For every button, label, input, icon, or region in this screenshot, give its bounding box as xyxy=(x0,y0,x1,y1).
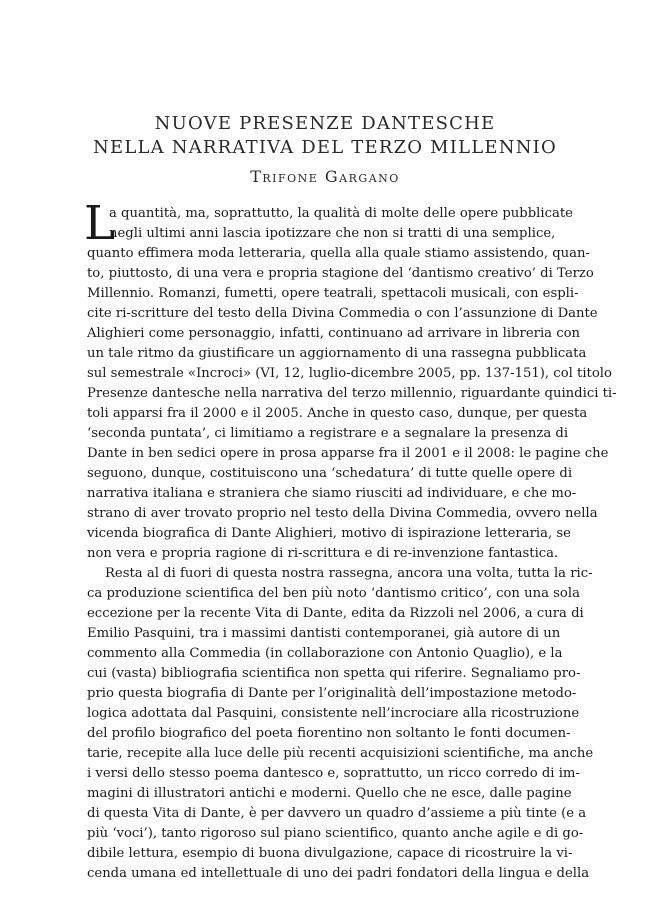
text-line: ca produzione scientifica del ben più noto ‘dantismo critico’, con una sola xyxy=(87,586,580,601)
text-line: di questa Vita di Dante, è per davvero un quadro d’assieme a più tinte (e a xyxy=(87,806,587,821)
text-line: più ‘voci’), tanto rigoroso sul piano scientifico, quanto anche agile e di go- xyxy=(87,826,584,841)
text-line: quanto effimera moda letteraria, quella alla quale stiamo assistendo, quan- xyxy=(87,246,590,261)
text-line: narrativa italiana e straniera che siamo riusciti ad individuare, e che mo- xyxy=(87,486,577,501)
text-line: negli ultimi anni lascia ipotizzare che non si tratti di una semplice, xyxy=(109,226,556,241)
text-line: toli apparsi fra il 2000 e il 2005. Anche in questo caso, dunque, per questa xyxy=(87,406,588,421)
drop-cap: L xyxy=(84,196,116,251)
text-line: to, piuttosto, di una vera e propria stagione del ‘dantismo creativo’ di Terzo xyxy=(87,266,594,281)
article-author: Trifone Gargano xyxy=(250,167,400,186)
text-line: non vera e propria ragione di ri-scrittura e di re-invenzione fantastica. xyxy=(87,546,559,561)
text-line: a quantità, ma, soprattutto, la qualità di molte delle opere pubblicate xyxy=(109,206,573,221)
text-line: cui (vasta) bibliografia scientifica non spetta qui riferire. Segnaliamo pro- xyxy=(87,666,581,681)
text-line: dibile lettura, esempio di buona divulgazione, capace di ricostruire la vi- xyxy=(87,846,573,861)
text-line: logica adottata dal Pasquini, consistente nell’incrociare alla ricostruzione xyxy=(87,706,580,721)
article-title-line-2: NELLA NARRATIVA DEL TERZO MILLENNIO xyxy=(93,137,557,158)
text-line: eccezione per la recente Vita di Dante, edita da Rizzoli nel 2006, a cura di xyxy=(87,606,584,621)
text-line: ‘seconda puntata’, ci limitiamo a registrare e a segnalare la presenza di xyxy=(87,426,569,441)
body-text xyxy=(84,196,617,884)
text-line: vicenda biografica di Dante Alighieri, motivo di ispirazione letteraria, se xyxy=(87,526,571,541)
text-line: magini di illustratori antichi e moderni. Quello che ne esce, dalle pagine xyxy=(87,786,572,801)
text-line: del profilo biografico del poeta fiorentino non soltanto le fonti documen- xyxy=(87,726,571,741)
text-line: cite ri-scritture del testo della Divina Commedia o con l’assunzione di Dante xyxy=(87,306,598,321)
text-line: Dante in ben sedici opere in prosa apparse fra il 2001 e il 2008: le pagine che xyxy=(87,446,609,461)
text-line: prio questa biografia di Dante per l’originalità dell’impostazione metodo- xyxy=(87,686,577,701)
text-line: cenda umana ed intellettuale di uno dei padri fondatori della lingua e della xyxy=(87,866,590,881)
text-line: strano di aver trovato proprio nel testo della Divina Commedia, ovvero nella xyxy=(87,506,598,521)
text-line: Millennio. Romanzi, fumetti, opere teatrali, spettacoli musicali, con espli- xyxy=(87,286,579,301)
article-title-line-1: NUOVE PRESENZE DANTESCHE xyxy=(154,113,496,134)
text-line: Alighieri come personaggio, infatti, continuano ad arrivare in libreria con xyxy=(87,326,581,341)
text-line: Emilio Pasquini, tra i massimi dantisti contemporanei, già autore di un xyxy=(87,626,561,641)
text-line: tarie, recepite alla luce delle più recenti acquisizioni scientifiche, ma anche xyxy=(87,746,594,761)
text-line: i versi dello stesso poema dantesco e, soprattutto, un ricco corredo di im- xyxy=(87,766,580,781)
text-line: Presenze dantesche nella narrativa del terzo millennio, riguardante quindici ti- xyxy=(87,386,617,401)
text-line: Resta al di fuori di questa nostra rassegna, ancora una volta, tutta la ric- xyxy=(105,566,593,581)
text-line: sul semestrale «Incroci» (VI, 12, luglio-dicembre 2005, pp. 137-151), col titolo xyxy=(87,366,612,381)
text-line: commento alla Commedia (in collaborazione con Antonio Quaglio), e la xyxy=(87,646,563,661)
text-line: seguono, dunque, costituiscono una ‘schedatura’ di tutte quelle opere di xyxy=(87,466,573,481)
text-line: un tale ritmo da giustificare un aggiornamento di una rassegna pubblicata xyxy=(87,346,587,361)
